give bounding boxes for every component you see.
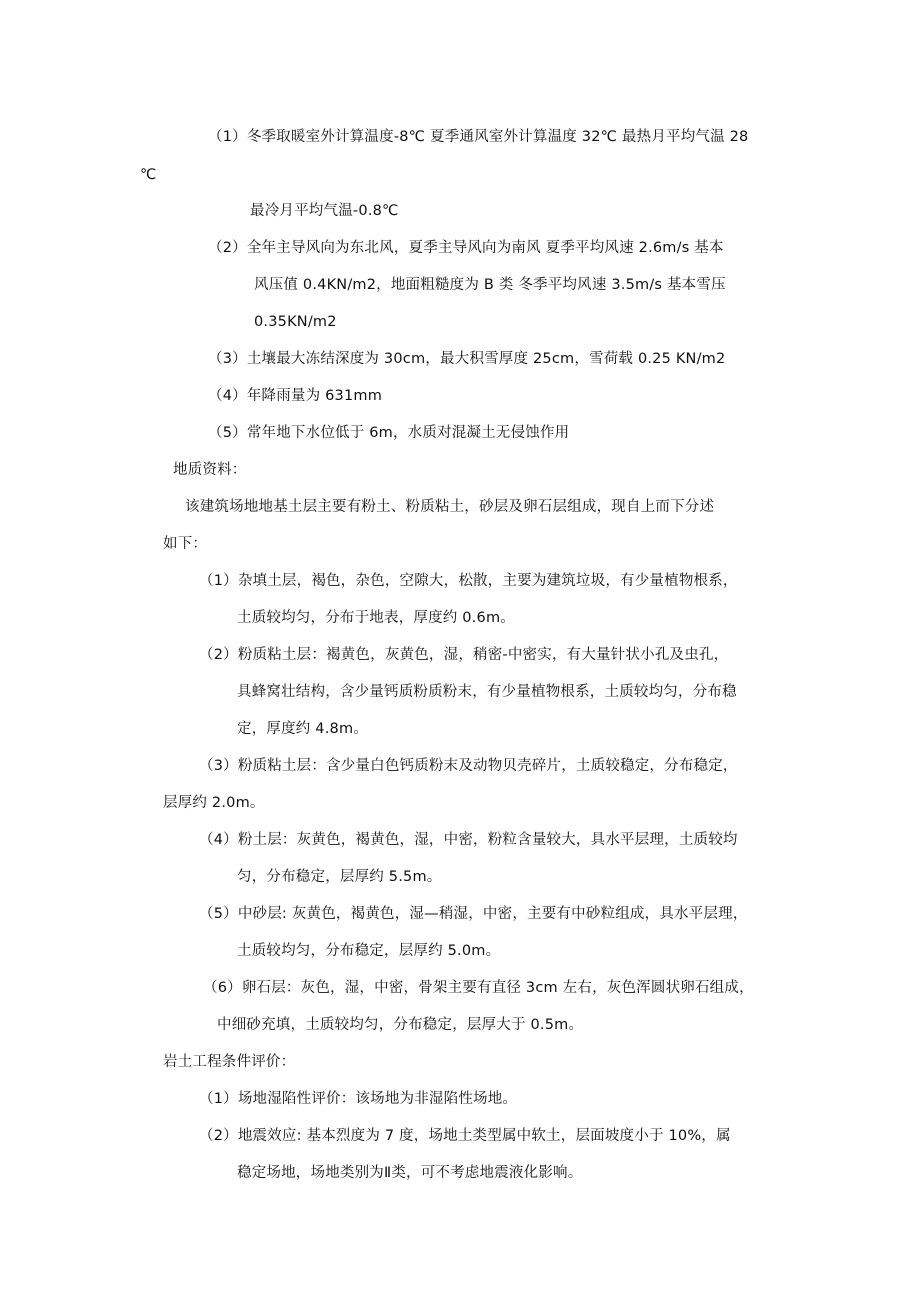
- climate-item1-line1: （1）冬季取暖室外计算温度-8℃ 夏季通风室外计算温度 32℃ 最热月平均气温 28: [208, 129, 749, 145]
- climate-item2-line3: 0.35KN/m2: [254, 314, 337, 330]
- climate-item1-line2: ℃: [140, 167, 157, 183]
- climate-item4: （4）年降雨量为 631mm: [208, 388, 383, 404]
- geology-intro-line1: 该建筑场地地基土层主要有粉土、粉质粘土，砂层及卵石层组成，现自上而下分述: [185, 499, 715, 515]
- geology-layer2-line2: 具蜂窝壮结构，含少量钙质粉质粉末，有少量植物根系，土质较均匀，分布稳: [237, 684, 737, 700]
- evaluation-item2-line1: （2）地震效应: 基本烈度为 7 度，场地土类型属中软土，层面坡度小于 10%，属: [199, 1128, 731, 1144]
- geology-layer2-line3: 定，厚度约 4.8m。: [237, 721, 368, 737]
- geology-layer1-line2: 土质较均匀，分布于地表，厚度约 0.6m。: [237, 610, 515, 626]
- geology-layer2-line1: （2）粉质粘土层：褐黄色，灰黄色，湿，稍密-中密实，有大量针状小孔及虫孔，: [199, 647, 729, 663]
- climate-item2-line2: 风压值 0.4KN/m2，地面粗糙度为 B 类 冬季平均风速 3.5m/s 基本雪压: [254, 277, 726, 293]
- geology-layer3-line1: （3）粉质粘土层：含少量白色钙质粉末及动物贝壳碎片，土质较稳定，分布稳定，: [199, 758, 738, 774]
- geology-layer5-line2: 土质较均匀，分布稳定，层厚约 5.0m。: [237, 943, 501, 959]
- geology-layer1-line1: （1）杂填土层，褐色，杂色，空隙大，松散，主要为建筑垃圾，有少量植物根系，: [199, 573, 738, 589]
- geology-layer4-line2: 匀，分布稳定，层厚约 5.5m。: [237, 869, 442, 885]
- geology-heading: 地质资料：: [173, 462, 247, 478]
- geology-layer4-line1: （4）粉土层：灰黄色，褐黄色，湿，中密，粉粒含量较大，具水平层理，土质较均: [199, 832, 738, 848]
- geology-layer5-line1: （5）中砂层: 灰黄色，褐黄色，湿—稍湿，中密，主要有中砂粒组成，具水平层理，: [199, 906, 748, 922]
- climate-item2-line1: （2）全年主导风向为东北风，夏季主导风向为南风 夏季平均风速 2.6m/s 基本: [208, 240, 724, 256]
- geology-layer6-line1: （6）卵石层：灰色，湿，中密，骨架主要有直径 3cm 左右，灰色浑圆状卵石组成，: [203, 980, 754, 996]
- climate-item1-line3: 最冷月平均气温-0.8℃: [250, 203, 399, 219]
- evaluation-item1: （1）场地湿陷性评价：该场地为非湿陷性场地。: [199, 1091, 518, 1107]
- evaluation-item2-line2: 稳定场地，场地类别为Ⅱ类，可不考虑地震液化影响。: [237, 1165, 583, 1181]
- geology-layer3-line2: 层厚约 2.0m。: [163, 795, 265, 811]
- geology-layer6-line2: 中细砂充填，土质较均匀，分布稳定，层厚大于 0.5m。: [217, 1017, 584, 1033]
- evaluation-heading: 岩土工程条件评价：: [163, 1054, 296, 1070]
- climate-item3: （3）土壤最大冻结深度为 30cm，最大积雪厚度 25cm，雪荷载 0.25 KN/m2: [208, 351, 726, 367]
- climate-item5: （5）常年地下水位低于 6m，水质对混凝土无侵蚀作用: [208, 425, 570, 441]
- geology-intro-line2: 如下：: [163, 536, 208, 552]
